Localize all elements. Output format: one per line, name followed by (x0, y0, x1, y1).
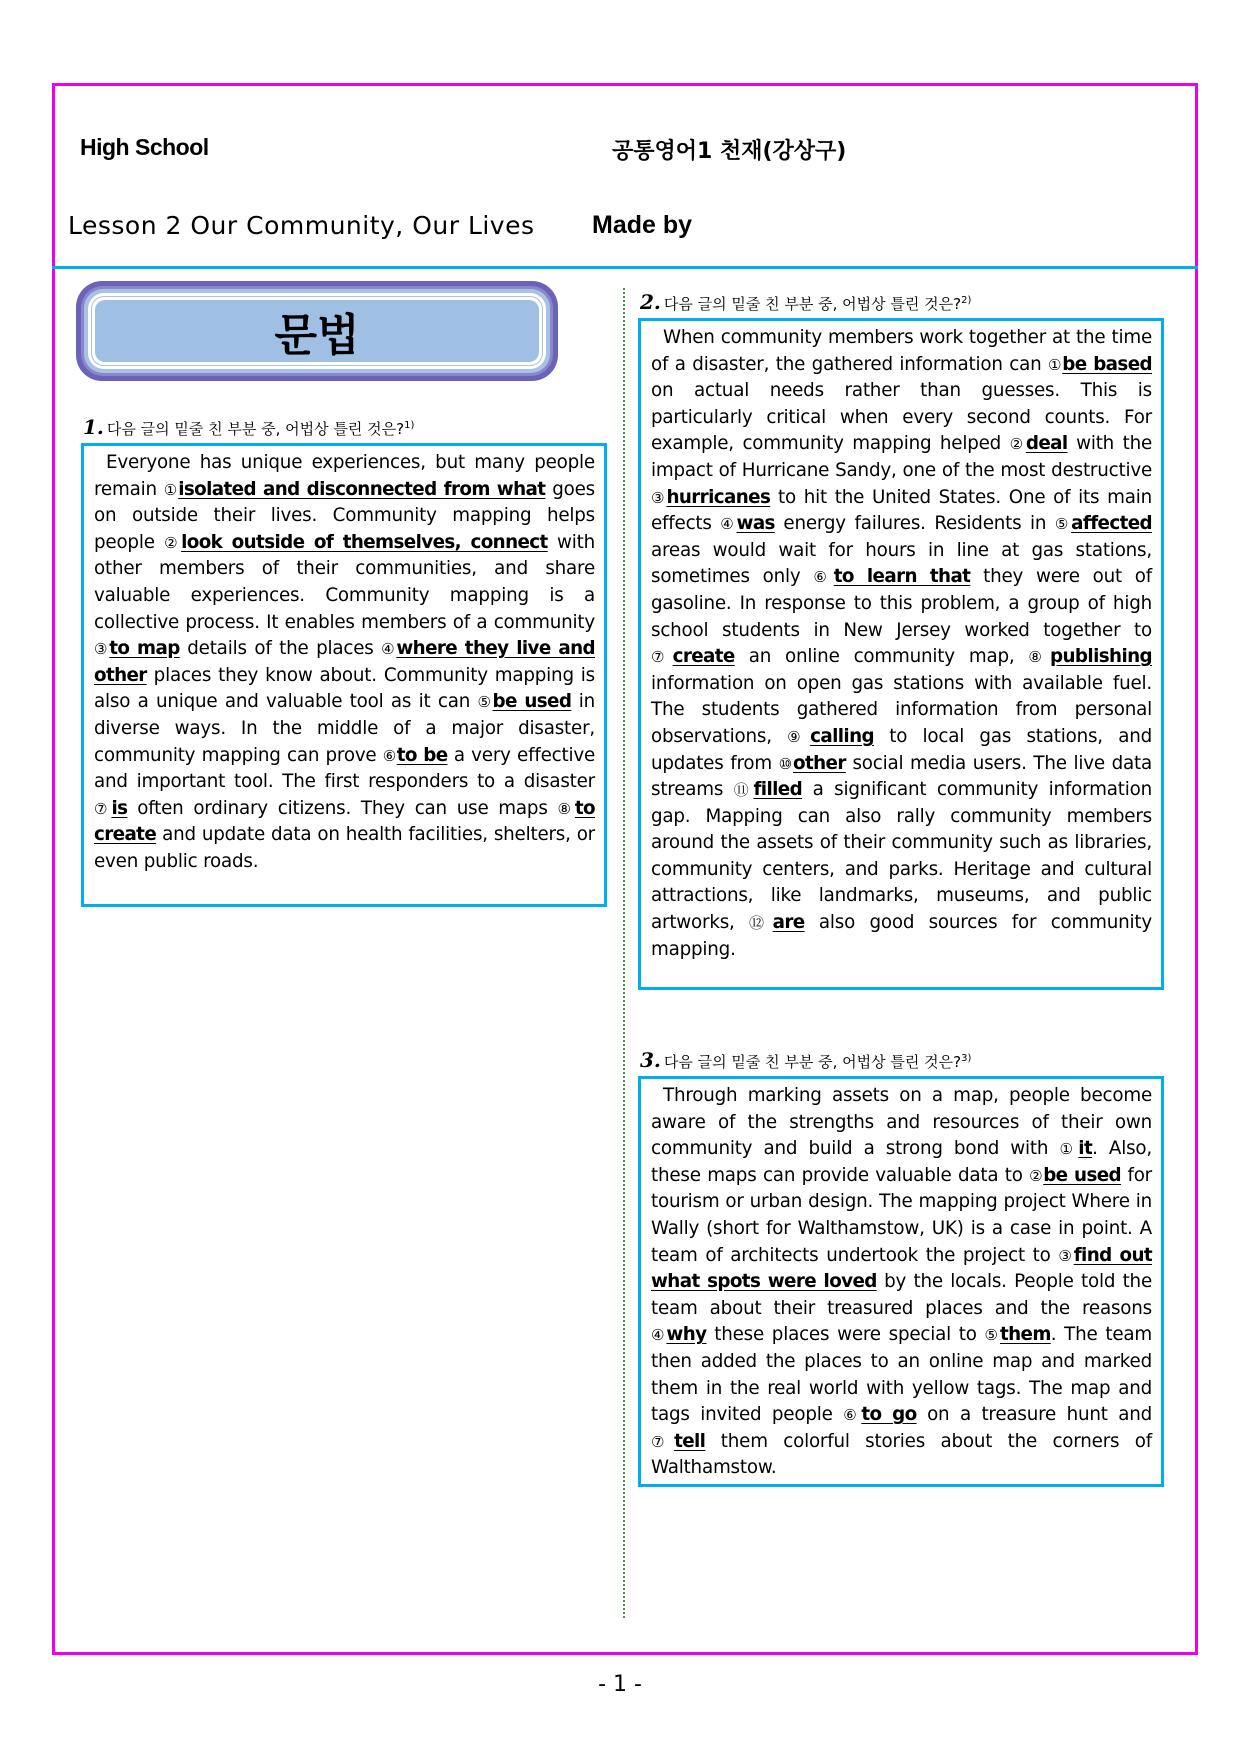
choice-marker: ③ (1058, 1246, 1074, 1265)
question-prompt: 다음 글의 밑줄 친 부분 중, 어법상 틀린 것은? (663, 1053, 962, 1071)
underlined-choice: to create (94, 797, 596, 846)
choice-marker: ① (1059, 1140, 1079, 1159)
underlined-choice: are (772, 912, 805, 934)
choice-marker: ⑤ (477, 693, 493, 712)
choice-marker: ⑥ (843, 1406, 862, 1425)
passage-text: energy failures. Residents in (774, 513, 1055, 535)
underlined-choice: calling (810, 725, 874, 747)
passage-text: with the impact of Hurricane Sandy, one of the most destructive (651, 433, 1152, 481)
underlined-choice: isolated and disconnected from what (178, 478, 546, 500)
passage-text: in diverse ways. In the middle of a major disaster, community mapping can prove (94, 691, 596, 766)
underlined-choice: filled (753, 779, 803, 801)
question-prompt: 다음 글의 밑줄 친 부분 중, 어법상 틀린 것은? (106, 420, 405, 438)
underlined-choice: create (672, 646, 735, 668)
section-banner (76, 281, 558, 381)
choice-marker: ⑦ (651, 1432, 675, 1451)
underlined-choice: find out what spots were loved (651, 1244, 1152, 1293)
choice-marker: ⑫ (749, 914, 773, 933)
passage-text: also good sources for community mapping. (651, 912, 1152, 960)
passage-text: a very effective and important tool. The first responders to a disaster (94, 744, 595, 793)
choice-marker: ⑤ (1054, 515, 1072, 534)
question-3-title (640, 1048, 971, 1072)
textbook-label: 공통영어1 천재(강상구) (612, 139, 847, 164)
choice-marker: ① (1048, 355, 1063, 374)
choice-marker: ⑥ (382, 746, 397, 765)
passage-text: to local gas stations, and updates from (651, 725, 1152, 774)
question-number: 2. (640, 290, 661, 314)
underlined-choice: publishing (1050, 646, 1153, 668)
underlined-choice: tell (674, 1430, 706, 1452)
passage-text: they were out of gasoline. In response to this problem, a group of high school students in New Jersey worked together to (651, 566, 1152, 641)
passage-text: . Also, these maps can provide valuable data to (651, 1138, 1153, 1186)
passage-text: details of the places (179, 638, 382, 660)
underlined-choice: to go (861, 1404, 917, 1426)
passage-text: on actual needs rather than guesses. This is particularly critical when every second counts. For example, community mapping helped (651, 380, 1152, 455)
underlined-choice: affected (1071, 513, 1153, 535)
choice-marker: ⑦ (94, 799, 112, 818)
passage-text: Everyone has unique experiences, but many people remain (94, 452, 595, 500)
question-prompt: 다음 글의 밑줄 친 부분 중, 어법상 틀린 것은? (663, 295, 962, 313)
underlined-choice: is (111, 797, 128, 819)
passage-text: by the locals. People told the team about their treasured places and the reasons (651, 1271, 1152, 1319)
passage-text: often ordinary citizens. They can use maps (127, 797, 558, 819)
made-by-label: Made by (592, 211, 693, 239)
question-number: 1. (83, 415, 104, 439)
choice-marker: ⑩ (778, 754, 794, 773)
passage-text: these places were special to (706, 1324, 985, 1346)
passage-text: information on open gas stations with available fuel. The students gathered information from personal observations, (651, 672, 1152, 747)
underlined-choice: why (666, 1324, 707, 1346)
choice-marker: ④ (381, 640, 397, 659)
underlined-choice: it (1078, 1138, 1093, 1160)
choice-marker: ⑧ (557, 799, 575, 818)
passage-text: a significant community information gap. Mapping can also rally community members around the assets of their community such as libraries, community centers, and parks. Heritage and cultural attractions, like landmarks, museums, and public artworks, (651, 779, 1152, 934)
choice-marker: ⑦ (651, 648, 673, 667)
choice-marker: ③ (94, 640, 110, 659)
passage-text: goes on outside their lives. Community mapping helps people (94, 478, 596, 553)
choice-marker: ② (164, 533, 182, 552)
underlined-choice: them (999, 1324, 1051, 1346)
underlined-choice: to be (396, 744, 448, 766)
choice-marker: ① (163, 480, 179, 499)
passage-text: an online community map, (734, 646, 1029, 668)
underlined-choice: be based (1062, 353, 1152, 375)
footnote-ref: 2) (961, 295, 972, 306)
question-1-title (83, 415, 414, 439)
question-3-passage (638, 1076, 1164, 1487)
passage-text: Through marking assets on a map, people become aware of the strengths and resources of their own community and build a strong bond with (651, 1085, 1152, 1160)
choice-marker: ⑪ (733, 781, 754, 800)
choice-marker: ⑨ (787, 727, 811, 746)
page-number: - 1 - (598, 1672, 642, 1697)
footnote-ref: 1) (404, 420, 415, 431)
header-separator (52, 266, 1198, 269)
underlined-choice: be used (492, 691, 572, 713)
underlined-choice: to learn that (833, 566, 971, 588)
choice-marker: ④ (720, 515, 737, 534)
underlined-choice: was (736, 513, 775, 535)
choice-marker: ④ (651, 1326, 667, 1345)
passage-text: When community members work together at the time of a disaster, the gathered information can (651, 327, 1152, 375)
passage-text: . The team then added the places to an online map and marked them in the real world with yellow tags. The map and tags invited people (651, 1324, 1152, 1426)
passage-text: on a treasure hunt and (916, 1404, 1153, 1426)
choice-marker: ③ (651, 488, 667, 507)
choice-marker: ⑧ (1028, 648, 1051, 667)
passage-text: them colorful stories about the corners of Walthamstow. (651, 1430, 1153, 1479)
question-2-passage (638, 318, 1164, 990)
passage-text: areas would wait for hours in line at gas stations, sometimes only (651, 539, 1152, 588)
section-title: 문법 (95, 300, 539, 362)
underlined-choice: look outside of themselves, connect (181, 531, 548, 553)
passage-text: and update data on health facilities, shelters, or even public roads. (94, 824, 595, 872)
underlined-choice: be used (1043, 1164, 1122, 1186)
underlined-choice: deal (1025, 433, 1068, 455)
footnote-ref: 3) (961, 1053, 972, 1064)
passage-text: places they know about. Community mapping is also a unique and valuable tool as it can (94, 664, 595, 713)
lesson-title: Lesson 2 Our Community, Our Lives (68, 211, 535, 240)
question-number: 3. (640, 1048, 661, 1072)
column-divider (623, 288, 625, 1618)
choice-marker: ② (1029, 1166, 1044, 1185)
choice-marker: ⑥ (813, 568, 834, 587)
question-2-title (640, 290, 971, 314)
choice-marker: ② (1009, 435, 1026, 454)
question-1-passage (81, 443, 607, 907)
underlined-choice: other (793, 752, 846, 774)
passage-text: for tourism or urban design. The mapping project Where in Wally (short for Walthamstow, UK) is a case in point. A team of architects undertook the project to (651, 1164, 1152, 1266)
underlined-choice: where they live and other (94, 638, 595, 686)
underlined-choice: hurricanes (666, 486, 771, 508)
choice-marker: ⑤ (984, 1326, 1000, 1345)
passage-text: with other members of their communities, and share valuable experiences. Community mapping is a collective process. It enables members of a community (94, 531, 595, 633)
passage-text: social media users. The live data streams (651, 752, 1152, 801)
passage-text: to hit the United States. One of its main effects (651, 486, 1153, 535)
underlined-choice: to map (109, 638, 180, 660)
school-label: High School (80, 134, 209, 160)
